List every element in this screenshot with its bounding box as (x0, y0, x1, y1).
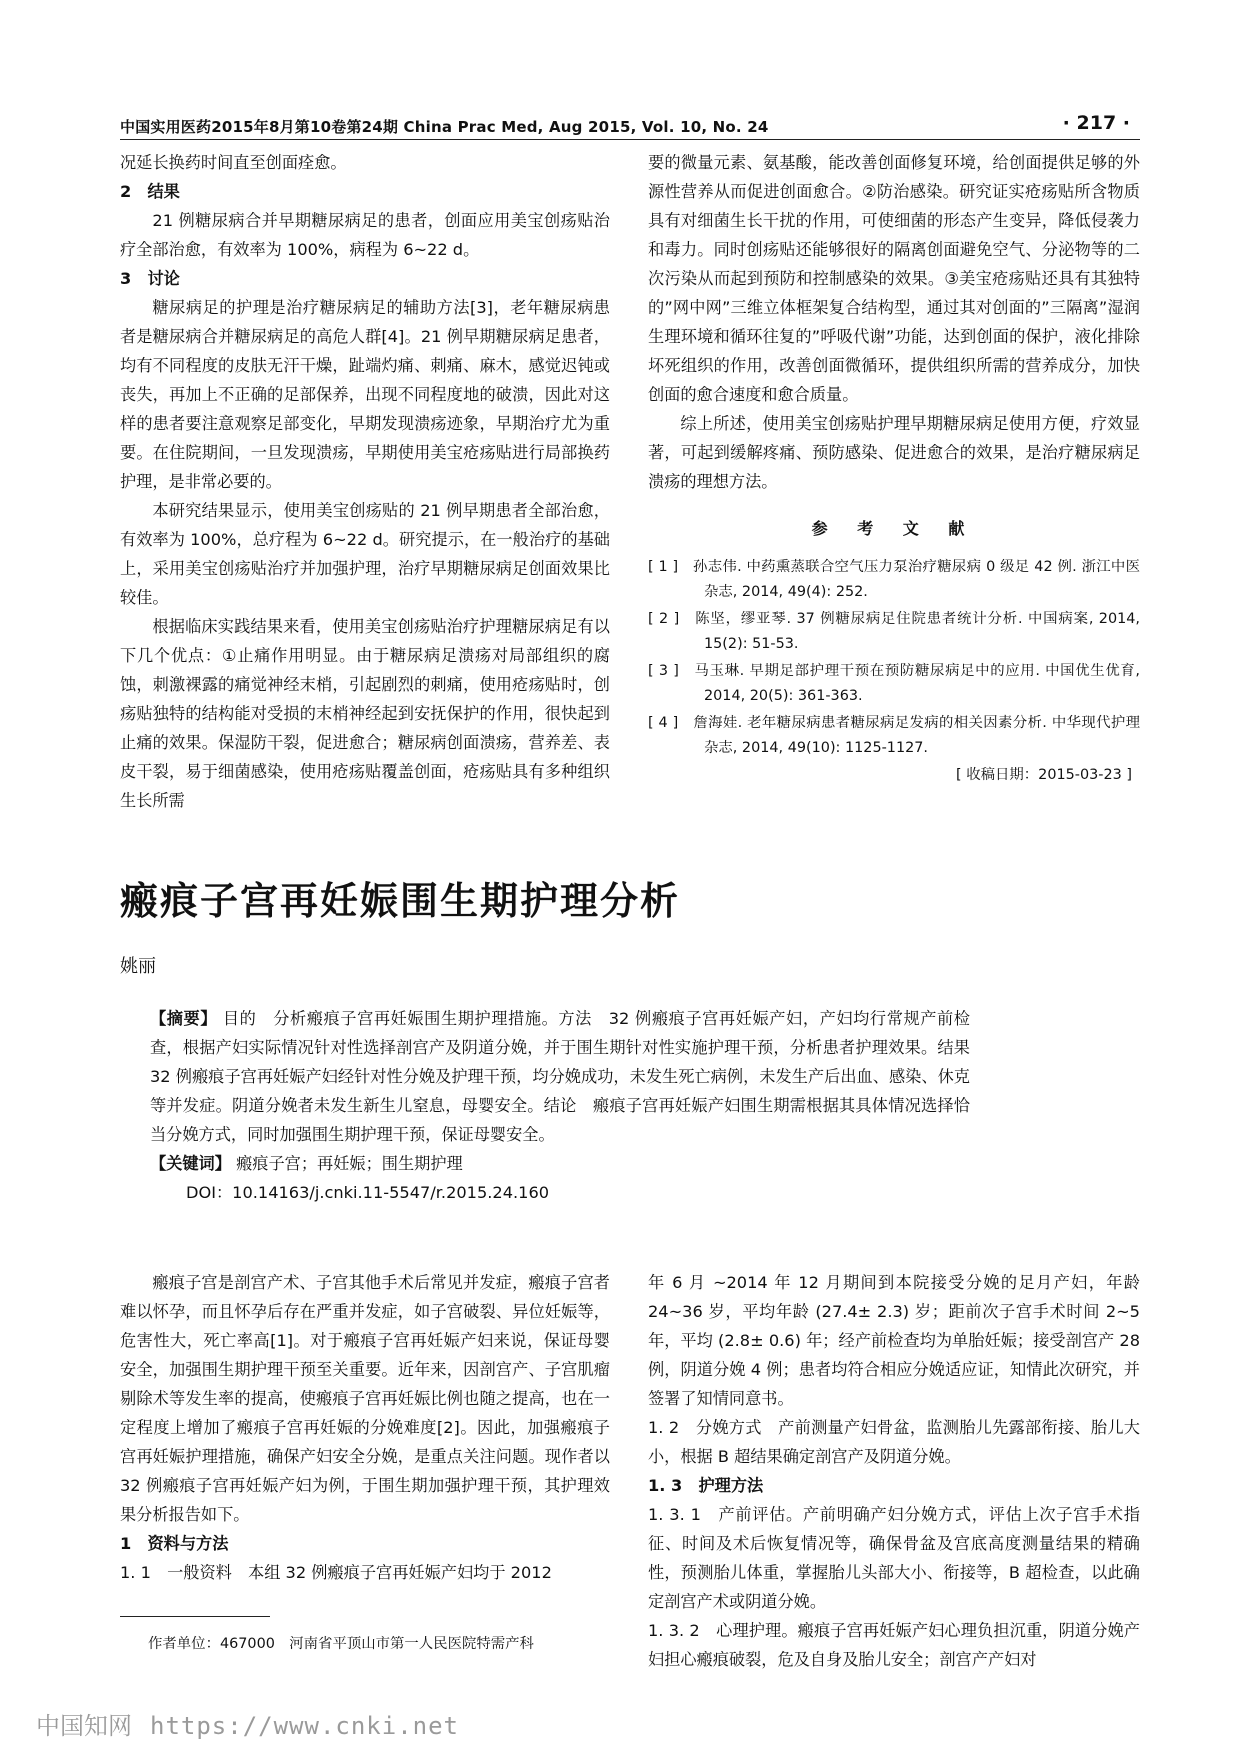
abstract-label: 【摘要】 (150, 1009, 218, 1028)
paragraph: 根据临床实践结果来看，使用美宝创疡贴治疗护理糖尿病足有以下几个优点：①止痛作用明显。由于糖尿病足溃疡对局部组织的腐蚀，刺激裸露的痛觉神经末梢，引起剧烈的刺痛，使用疮疡贴时，创疡贴独特的结构能对受损的末梢神经起到安抚保护的作用，很快起到止痛的效果。保湿防干裂，促进愈合；糖尿病创面溃疡，营养差、表皮干裂，易于细菌感染，使用疮疡贴覆盖创面，疮疡贴具有多种组织生长所需 (120, 617, 610, 810)
page-number: · 217 · (1062, 112, 1130, 134)
left-column-top (120, 148, 610, 815)
right-column-bottom (648, 1268, 1140, 1674)
journal-citation: 中国实用医药2015年8月第10卷第24期 China Prac Med, Aug 2015, Vol. 10, No. 24 (120, 118, 769, 136)
paragraph: 年 6 月 ~2014 年 12 月期间到本院接受分娩的足月产妇，年龄 24~36 岁，平均年龄 (27.4± 2.3) 岁；距前次子宫手术时间 2~5 年，平均 (2.8± 0.6) 年；经产前检查均为单胎妊娠；接受剖宫产 28 例，阴道分娩 4 例；患者均符合相应分娩适应证，知情此次研究，并签署了知情同意书。 (648, 1273, 1141, 1408)
article-title: 瘢痕子宫再妊娠围生期护理分析 (120, 878, 681, 923)
right-column-top (648, 148, 1140, 787)
footnote-rule (120, 1616, 270, 1617)
left-column-bottom (120, 1268, 610, 1587)
cnki-watermark (36, 1706, 459, 1741)
header-rule (120, 139, 1140, 140)
received-date: [ 收稿日期：2015-03-23 ] (956, 767, 1132, 783)
section-heading-results: 2 结果 (120, 182, 180, 201)
reference-item: [ 4 ] 詹海娃. 老年糖尿病患者糖尿病足发病的相关因素分析. 中华现代护理杂志, 2014, 49(10): 1125-1127. (648, 715, 1140, 756)
doi: DOI：10.14163/j.cnki.11-5547/r.2015.24.160 (186, 1183, 550, 1202)
running-header (120, 112, 1140, 142)
paragraph: 1. 3. 1 产前评估。产前明确产妇分娩方式，评估上次子宫手术指征、时间及术后恢复情况等，确保骨盆及宫底高度测量结果的精确性，预测胎儿体重，掌握胎儿头部大小、衔接等，B 超检查，以此确定剖宫产术或阴道分娩。 (648, 1505, 1140, 1611)
reference-item: [ 3 ] 马玉琳. 早期足部护理干预在预防糖尿病足中的应用. 中国优生优育, 2014, 20(5): 361-363. (648, 663, 1140, 704)
keywords-text: 瘢痕子宫；再妊娠；围生期护理 (236, 1154, 463, 1173)
references-heading: 参 考 文 献 (811, 519, 977, 538)
paragraph: 1. 1 一般资料 本组 32 例瘢痕子宫再妊娠产妇均于 2012 (120, 1563, 552, 1582)
paragraph: 1. 3. 2 心理护理。瘢痕子宫再妊娠产妇心理负担沉重，阴道分娩产妇担心瘢痕破裂，危及自身及胎儿安全；剖宫产产妇对 (648, 1621, 1140, 1669)
reference-item: [ 2 ] 陈坚，缪亚琴. 37 例糖尿病足住院患者统计分析. 中国病案, 2014, 15(2): 51-53. (648, 611, 1140, 652)
section-heading-methods: 1 资料与方法 (120, 1534, 229, 1553)
paragraph: 要的微量元素、氨基酸，能改善创面修复环境，给创面提供足够的外源性营养从而促进创面愈合。②防治感染。研究证实疮疡贴所含物质具有对细菌生长干扰的作用，可使细菌的形态产生变异，降低侵袭力和毒力。同时创疡贴还能够很好的隔离创面避免空气、分泌物等的二次污染从而起到预防和控制感染的效果。③美宝疮疡贴还具有其独特的”网中网”三维立体框架复合结构型，通过其对创面的”三隔离”湿润生理环境和循环往复的”呼吸代谢”功能，达到创面的保护，液化排除坏死组织的作用，改善创面微循环，提供组织所需的营养成分，加快创面的愈合速度和愈合质量。 (648, 153, 1140, 404)
paragraph: 本研究结果显示，使用美宝创疡贴的 21 例早期患者全部治愈，有效率为 100%，总疗程为 6~22 d。研究提示，在一般治疗的基础上，采用美宝创疡贴治疗并加强护理，治疗早期糖尿病足创面效果比较佳。 (120, 501, 610, 607)
paragraph: 况延长换药时间直至创面痊愈。 (120, 153, 347, 172)
subsection-heading: 1. 3 护理方法 (648, 1476, 764, 1495)
paragraph: 综上所述，使用美宝创疡贴护理早期糖尿病足使用方便，疗效显著，可起到缓解疼痛、预防感染、促进愈合的效果，是治疗糖尿病足溃疡的理想方法。 (648, 414, 1140, 491)
paragraph: 21 例糖尿病合并早期糖尿病足的患者，创面应用美宝创疡贴治疗全部治愈，有效率为 100%，病程为 6~22 d。 (120, 211, 610, 259)
paragraph: 瘢痕子宫是剖宫产术、子宫其他手术后常见并发症，瘢痕子宫者难以怀孕，而且怀孕后存在严重并发症，如子宫破裂、异位妊娠等，危害性大，死亡率高[1]。对于瘢痕子宫再妊娠产妇来说，保证母婴安全，加强围生期护理干预至关重要。近年来，因剖宫产、子宫肌瘤剔除术等发生率的提高，使瘢痕子宫再妊娠比例也随之提高，也在一定程度上增加了瘢痕子宫再妊娠的分娩难度[2]。因此，加强瘢痕子宫再妊娠护理措施，确保产妇安全分娩，是重点关注问题。现作者以 32 例瘢痕子宫再妊娠产妇为例，于围生期加强护理干预，其护理效果分析报告如下。 (120, 1273, 610, 1524)
watermark-brand: 中国知网 (36, 1712, 132, 1740)
watermark-url: https://www.cnki.net (150, 1712, 459, 1740)
reference-item: [ 1 ] 孙志伟. 中药熏蒸联合空气压力泵治疗糖尿病 0 级足 42 例. 浙江中医杂志, 2014, 49(4): 252. (648, 559, 1140, 600)
keywords-label: 【关键词】 (150, 1154, 231, 1173)
article-author: 姚丽 (120, 956, 156, 977)
section-heading-discussion: 3 讨论 (120, 269, 180, 288)
abstract-block (150, 1004, 987, 1207)
abstract-text: 目的 分析瘢痕子宫再妊娠围生期护理措施。方法 32 例瘢痕子宫再妊娠产妇，产妇均行常规产前检查，根据产妇实际情况针对性选择剖宫产及阴道分娩，并于围生期针对性实施护理干预，分析患者护理效果。结果 32 例瘢痕子宫再妊娠产妇经针对性分娩及护理干预，均分娩成功，未发生死亡病例，未发生产后出血、感染、休克等并发症。阴道分娩者未发生新生儿窒息，母婴安全。结论 瘢痕子宫再妊娠产妇围生期需根据其具体情况选择恰当分娩方式，同时加强围生期护理干预，保证母婴安全。 (150, 1009, 987, 1144)
author-affiliation-footnote: 作者单位：467000 河南省平顶山市第一人民医院特需产科 (148, 1636, 534, 1652)
paragraph: 1. 2 分娩方式 产前测量产妇骨盆，监测胎儿先露部衔接、胎儿大小，根据 B 超结果确定剖宫产及阴道分娩。 (648, 1418, 1140, 1466)
paragraph: 糖尿病足的护理是治疗糖尿病足的辅助方法[3]，老年糖尿病患者是糖尿病合并糖尿病足的高危人群[4]。21 例早期糖尿病足患者，均有不同程度的皮肤无汗干燥，趾端灼痛、刺痛、麻木，感觉迟钝或丧失，再加上不正确的足部保养，出现不同程度地的破溃，因此对这样的患者要注意观察足部变化，早期发现溃疡迹象，早期治疗尤为重要。在住院期间，一旦发现溃疡，早期使用美宝疮疡贴进行局部换药护理，是非常必要的。 (120, 298, 610, 491)
